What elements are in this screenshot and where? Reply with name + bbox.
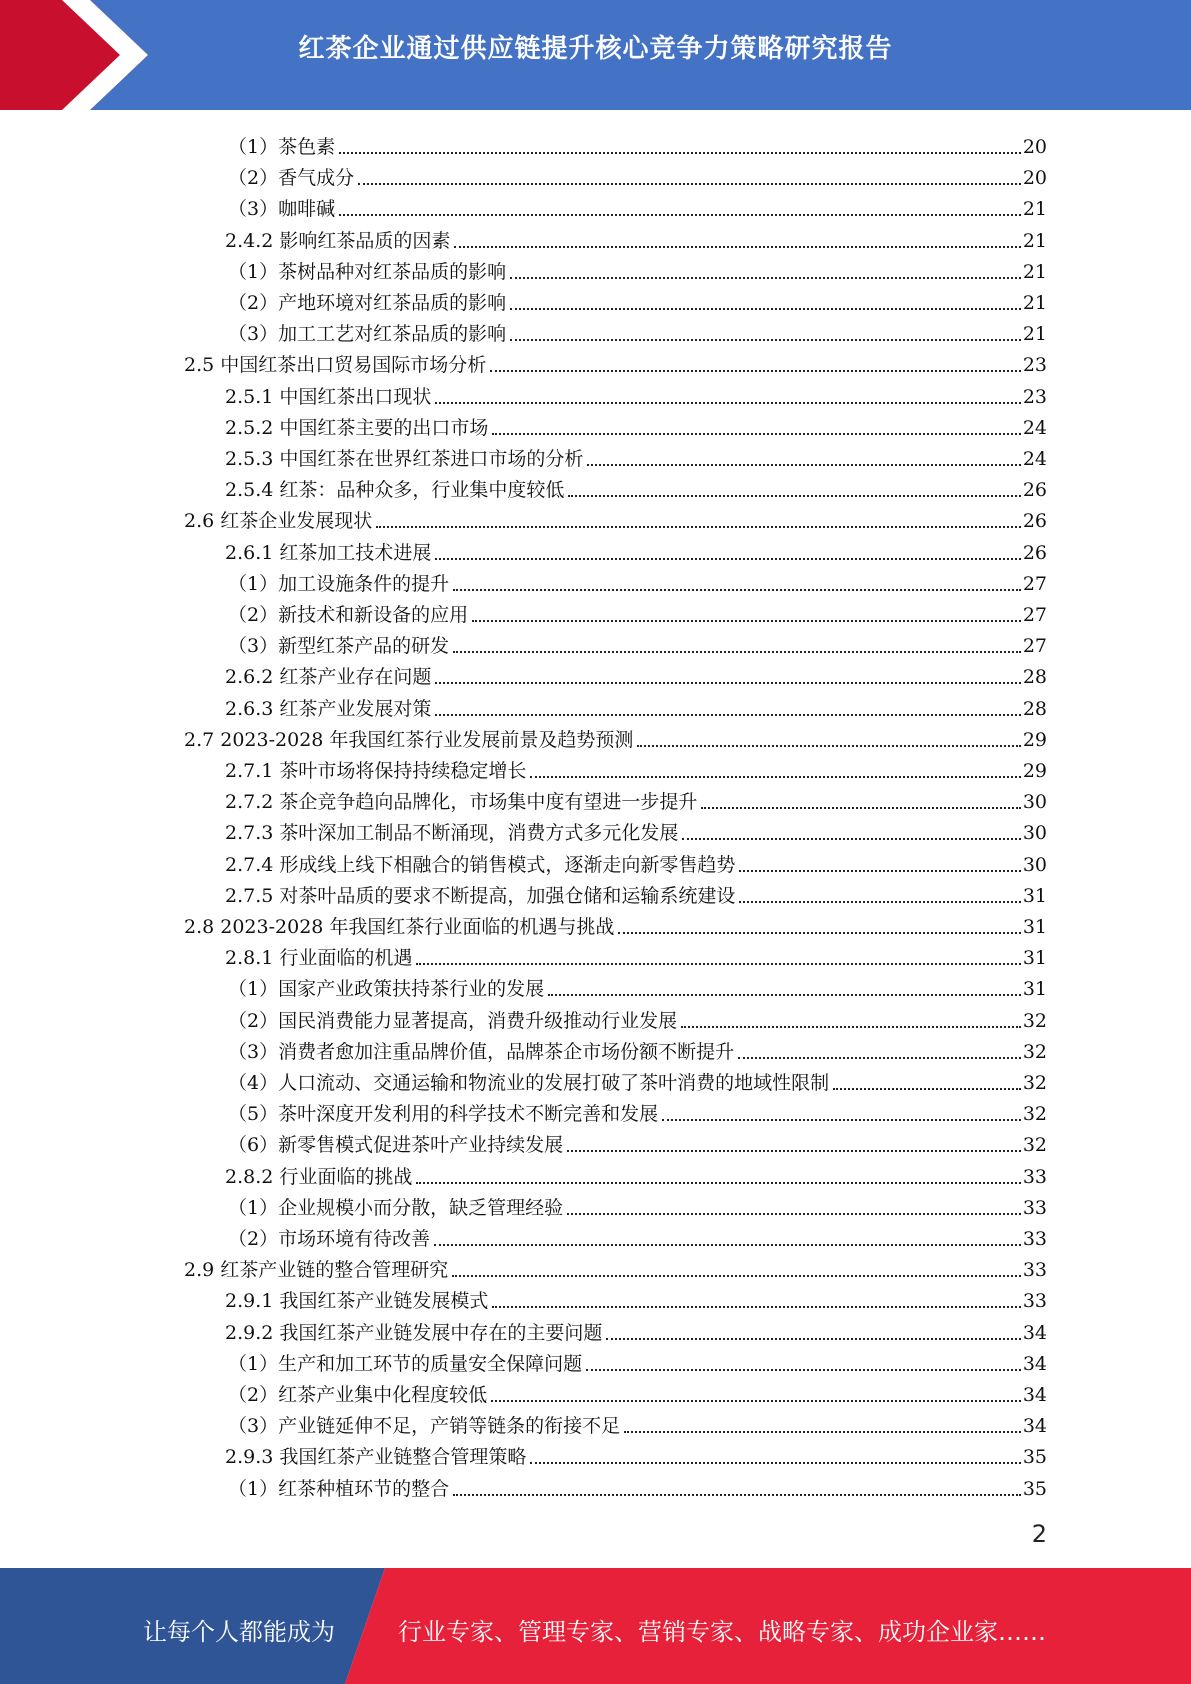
- toc-entry-page: 34: [1022, 1352, 1047, 1375]
- toc-entry-title: （3）加工工艺对红茶品质的影响: [228, 323, 507, 346]
- toc-entry-page: 24: [1022, 416, 1047, 439]
- toc-entry-page: 32: [1022, 1009, 1047, 1032]
- toc-leader-dots: [606, 1338, 1020, 1340]
- toc-entry-page: 26: [1022, 479, 1047, 502]
- toc-entry-page: 27: [1022, 635, 1047, 658]
- toc-entry-page: 32: [1022, 1134, 1047, 1157]
- toc-entry-page: 31: [1022, 916, 1047, 938]
- toc-entry-title: （1）红茶种植环节的整合: [228, 1477, 450, 1500]
- toc-entry-title: （2）市场环境有待改善: [228, 1228, 431, 1250]
- toc-entry-title: （2）新技术和新设备的应用: [228, 604, 469, 626]
- toc-entry[interactable]: [225, 846, 1047, 877]
- toc-leader-dots: [637, 745, 1020, 747]
- toc-entry[interactable]: [228, 1002, 1047, 1033]
- toc-entry[interactable]: [225, 378, 1047, 409]
- toc-entry-page: 23: [1022, 385, 1047, 408]
- toc-entry-page: 35: [1022, 1477, 1047, 1500]
- toc-entry[interactable]: [225, 658, 1047, 689]
- toc-entry[interactable]: [228, 627, 1047, 658]
- page-number: 2: [1031, 1520, 1047, 1548]
- toc-entry-title: 2.6 红茶企业发展现状: [184, 510, 373, 533]
- report-title: 红茶企业通过供应链提升核心竞争力策略研究报告: [298, 34, 893, 64]
- toc-entry[interactable]: [228, 596, 1047, 627]
- toc-leader-dots: [662, 1119, 1021, 1121]
- toc-leader-dots: [376, 526, 1021, 528]
- toc-entry[interactable]: [184, 908, 1047, 939]
- toc-leader-dots: [567, 1150, 1021, 1152]
- toc-leader-dots: [358, 183, 1021, 185]
- toc-entry[interactable]: [225, 534, 1047, 565]
- toc-entry-page: 27: [1022, 572, 1047, 595]
- toc-entry-title: （3）咖啡碱: [228, 198, 336, 221]
- toc-entry[interactable]: [184, 1251, 1047, 1282]
- toc-entry-title: （2）产地环境对红茶品质的影响: [228, 292, 507, 314]
- toc-entry-title: 2.7.1 茶叶市场将保持持续稳定增长: [225, 760, 527, 782]
- toc-entry[interactable]: [228, 1126, 1047, 1157]
- toc-entry[interactable]: [225, 752, 1047, 783]
- toc-entry[interactable]: [225, 814, 1047, 845]
- toc-entry-title: 2.9 红茶产业链的整合管理研究: [184, 1259, 449, 1282]
- toc-entry-title: 2.7.3 茶叶深加工制品不断涌现，消费方式多元化发展: [225, 822, 679, 845]
- toc-leader-dots: [510, 339, 1021, 341]
- footer-slogan-left: 让每个人都能成为: [143, 1618, 335, 1646]
- footer-slogan-right: 行业专家、管理专家、营销专家、战略专家、成功企业家……: [398, 1618, 1046, 1646]
- toc-entry-page: 21: [1022, 229, 1047, 252]
- toc-entry-page: 34: [1022, 1415, 1047, 1438]
- toc-entry-title: （2）国民消费能力显著提高，消费升级推动行业发展: [228, 1009, 678, 1032]
- toc-leader-dots: [472, 620, 1021, 622]
- toc-entry-title: 2.7 2023-2028 年我国红茶行业发展前景及趋势预测: [184, 728, 634, 751]
- toc-entry-title: （1）茶树品种对红茶品质的影响: [228, 260, 507, 283]
- toc-leader-dots: [510, 308, 1021, 310]
- toc-leader-dots: [452, 1275, 1021, 1277]
- toc-entry-page: 30: [1022, 822, 1047, 845]
- toc-entry-page: 29: [1022, 728, 1047, 751]
- toc-entry[interactable]: [228, 1407, 1047, 1438]
- toc-entry[interactable]: [225, 1438, 1047, 1469]
- toc-entry[interactable]: [225, 440, 1047, 471]
- toc-entry[interactable]: [225, 1158, 1047, 1189]
- toc-entry-page: 20: [1022, 136, 1047, 158]
- toc-entry[interactable]: [228, 565, 1047, 596]
- toc-leader-dots: [491, 1400, 1021, 1402]
- toc-entry[interactable]: [184, 346, 1047, 377]
- toc-entry-title: 2.6.2 红茶产业存在问题: [225, 666, 432, 689]
- toc-entry-title: 2.8.2 行业面临的挑战: [225, 1165, 413, 1188]
- toc-entry-page: 24: [1022, 448, 1047, 470]
- toc-entry-page: 21: [1022, 292, 1047, 314]
- toc-leader-dots: [453, 1494, 1021, 1496]
- toc-leader-dots: [548, 994, 1021, 996]
- toc-leader-dots: [435, 682, 1020, 684]
- toc-entry-title: （1）生产和加工环节的质量安全保障问题: [228, 1352, 583, 1375]
- toc-entry-title: 2.4.2 影响红茶品质的因素: [225, 229, 451, 252]
- toc-leader-dots: [833, 1088, 1021, 1090]
- toc-entry-title: （1）国家产业政策扶持茶行业的发展: [228, 978, 545, 1001]
- toc-leader-dots: [568, 495, 1020, 497]
- toc-entry-page: 27: [1022, 604, 1047, 626]
- toc-leader-dots: [682, 838, 1020, 840]
- toc-entry-page: 21: [1022, 323, 1047, 346]
- toc-entry-title: （3）消费者愈加注重品牌价值，品牌茶企市场份额不断提升: [228, 1040, 735, 1063]
- toc-leader-dots: [416, 1182, 1020, 1184]
- toc-entry-title: 2.7.4 形成线上线下相融合的销售模式，逐渐走向新零售趋势: [225, 853, 736, 876]
- toc-leader-dots: [435, 714, 1020, 716]
- toc-entry-page: 32: [1022, 1072, 1047, 1094]
- toc-entry-page: 21: [1022, 260, 1047, 283]
- toc-entry-page: 31: [1022, 947, 1047, 970]
- toc-entry-page: 30: [1022, 853, 1047, 876]
- toc-leader-dots: [624, 1431, 1021, 1433]
- toc-entry[interactable]: [228, 1189, 1047, 1220]
- toc-entry-page: 33: [1022, 1228, 1047, 1250]
- toc-entry-title: （1）茶色素: [228, 136, 336, 158]
- toc-entry-page: 28: [1022, 697, 1047, 720]
- toc-leader-dots: [454, 246, 1020, 248]
- page-header: [0, 0, 1191, 110]
- toc-entry[interactable]: [228, 1220, 1047, 1251]
- toc-entry-page: 26: [1022, 541, 1047, 564]
- toc-entry-page: 21: [1022, 198, 1047, 221]
- toc-entry-page: 32: [1022, 1103, 1047, 1126]
- toc-leader-dots: [339, 214, 1021, 216]
- toc-entry[interactable]: [225, 222, 1047, 253]
- toc-entry[interactable]: [228, 159, 1047, 190]
- toc-entry[interactable]: [225, 1314, 1047, 1345]
- toc-leader-dots: [739, 870, 1020, 872]
- toc-entry-title: （3）产业链延伸不足，产销等链条的衔接不足: [228, 1415, 621, 1438]
- toc-entry-page: 33: [1022, 1165, 1047, 1188]
- toc-leader-dots: [435, 402, 1020, 404]
- toc-entry-title: 2.5.3 中国红茶在世界红茶进口市场的分析: [225, 448, 584, 470]
- toc-entry-page: 20: [1022, 167, 1047, 190]
- toc-entry-title: （2）香气成分: [228, 167, 355, 190]
- toc-leader-dots: [435, 558, 1020, 560]
- toc-leader-dots: [681, 1026, 1021, 1028]
- toc-entry[interactable]: [228, 1470, 1047, 1501]
- toc-entry-page: 34: [1022, 1321, 1047, 1344]
- toc-entry[interactable]: [225, 877, 1047, 908]
- toc-entry-page: 31: [1022, 884, 1047, 907]
- toc-entry[interactable]: [184, 721, 1047, 752]
- toc-entry[interactable]: [225, 409, 1047, 440]
- toc-entry-title: （3）新型红茶产品的研发: [228, 635, 450, 658]
- toc-entry[interactable]: [225, 939, 1047, 970]
- toc-entry-title: 2.5 中国红茶出口贸易国际市场分析: [184, 354, 487, 377]
- toc-entry[interactable]: [228, 970, 1047, 1001]
- toc-entry-page: 33: [1022, 1196, 1047, 1219]
- toc-entry-title: （1）企业规模小而分散，缺乏管理经验: [228, 1196, 564, 1219]
- toc-leader-dots: [416, 963, 1020, 965]
- toc-entry-title: 2.8.1 行业面临的机遇: [225, 947, 413, 970]
- toc-leader-dots: [567, 1213, 1021, 1215]
- toc-entry[interactable]: [184, 502, 1047, 533]
- toc-entry[interactable]: [228, 190, 1047, 221]
- toc-entry[interactable]: [228, 284, 1047, 315]
- toc-entry-title: 2.5.2 中国红茶主要的出口市场: [225, 416, 489, 439]
- toc-leader-dots: [490, 370, 1021, 372]
- toc-entry-page: 31: [1022, 978, 1047, 1001]
- toc-entry-page: 28: [1022, 666, 1047, 689]
- toc-entry[interactable]: [228, 128, 1047, 159]
- toc-leader-dots: [339, 152, 1021, 154]
- toc-entry-title: 2.6.3 红茶产业发展对策: [225, 697, 432, 720]
- toc-entry-page: 30: [1022, 791, 1047, 814]
- toc-entry-title: 2.5.1 中国红茶出口现状: [225, 385, 432, 408]
- toc-entry[interactable]: [228, 1064, 1047, 1095]
- toc-entry[interactable]: [228, 1095, 1047, 1126]
- toc-entry[interactable]: [225, 690, 1047, 721]
- toc-entry[interactable]: [228, 1376, 1047, 1407]
- toc-entry-page: 34: [1022, 1384, 1047, 1406]
- toc-entry[interactable]: [225, 783, 1047, 814]
- toc-entry-title: 2.7.2 茶企竞争趋向品牌化，市场集中度有望进一步提升: [225, 791, 698, 814]
- toc-entry[interactable]: [228, 315, 1047, 346]
- toc-leader-dots: [586, 1369, 1021, 1371]
- toc-leader-dots: [530, 1462, 1020, 1464]
- toc-entry-title: 2.6.1 红茶加工技术进展: [225, 541, 432, 564]
- toc-entry-title: 2.8 2023-2028 年我国红茶行业面临的机遇与挑战: [184, 916, 615, 938]
- toc-entry-page: 32: [1022, 1040, 1047, 1063]
- toc-entry-page: 23: [1022, 354, 1047, 377]
- toc-entry-page: 29: [1022, 760, 1047, 782]
- toc-leader-dots: [701, 807, 1020, 809]
- toc-entry-title: 2.7.5 对茶叶品质的要求不断提高，加强仓储和运输系统建设: [225, 884, 736, 907]
- toc-entry-title: （2）红茶产业集中化程度较低: [228, 1384, 488, 1406]
- toc-entry-title: 2.5.4 红茶：品种众多，行业集中度较低: [225, 479, 565, 502]
- toc-entry-title: 2.9.3 我国红茶产业链整合管理策略: [225, 1446, 527, 1469]
- toc-leader-dots: [587, 464, 1020, 466]
- toc-entry[interactable]: [228, 253, 1047, 284]
- toc-entry-page: 26: [1022, 510, 1047, 533]
- toc-entry-title: （5）茶叶深度开发利用的科学技术不断完善和发展: [228, 1103, 659, 1126]
- toc-entry[interactable]: [225, 471, 1047, 502]
- toc-leader-dots: [510, 277, 1021, 279]
- toc-entry[interactable]: [228, 1033, 1047, 1064]
- toc-leader-dots: [453, 651, 1021, 653]
- toc-leader-dots: [434, 1244, 1021, 1246]
- toc-entry-page: 35: [1022, 1446, 1047, 1469]
- toc-leader-dots: [618, 932, 1020, 934]
- toc-entry[interactable]: [228, 1345, 1047, 1376]
- toc-leader-dots: [738, 1057, 1021, 1059]
- toc-leader-dots: [492, 433, 1020, 435]
- toc-entry-title: 2.9.2 我国红茶产业链发展中存在的主要问题: [225, 1321, 603, 1344]
- toc-leader-dots: [530, 776, 1020, 778]
- toc-entry[interactable]: [225, 1282, 1047, 1313]
- toc-leader-dots: [453, 589, 1021, 591]
- toc-entry-title: （6）新零售模式促进茶叶产业持续发展: [228, 1134, 564, 1157]
- toc-entry-page: 33: [1022, 1259, 1047, 1282]
- toc-entry-title: 2.9.1 我国红茶产业链发展模式: [225, 1290, 489, 1313]
- toc-entry-title: （4）人口流动、交通运输和物流业的发展打破了茶叶消费的地域性限制: [228, 1072, 830, 1094]
- toc-leader-dots: [739, 901, 1020, 903]
- toc-entry-title: （1）加工设施条件的提升: [228, 572, 450, 595]
- toc-entry-page: 33: [1022, 1290, 1047, 1313]
- page-footer: [0, 1568, 1191, 1684]
- toc-leader-dots: [492, 1306, 1020, 1308]
